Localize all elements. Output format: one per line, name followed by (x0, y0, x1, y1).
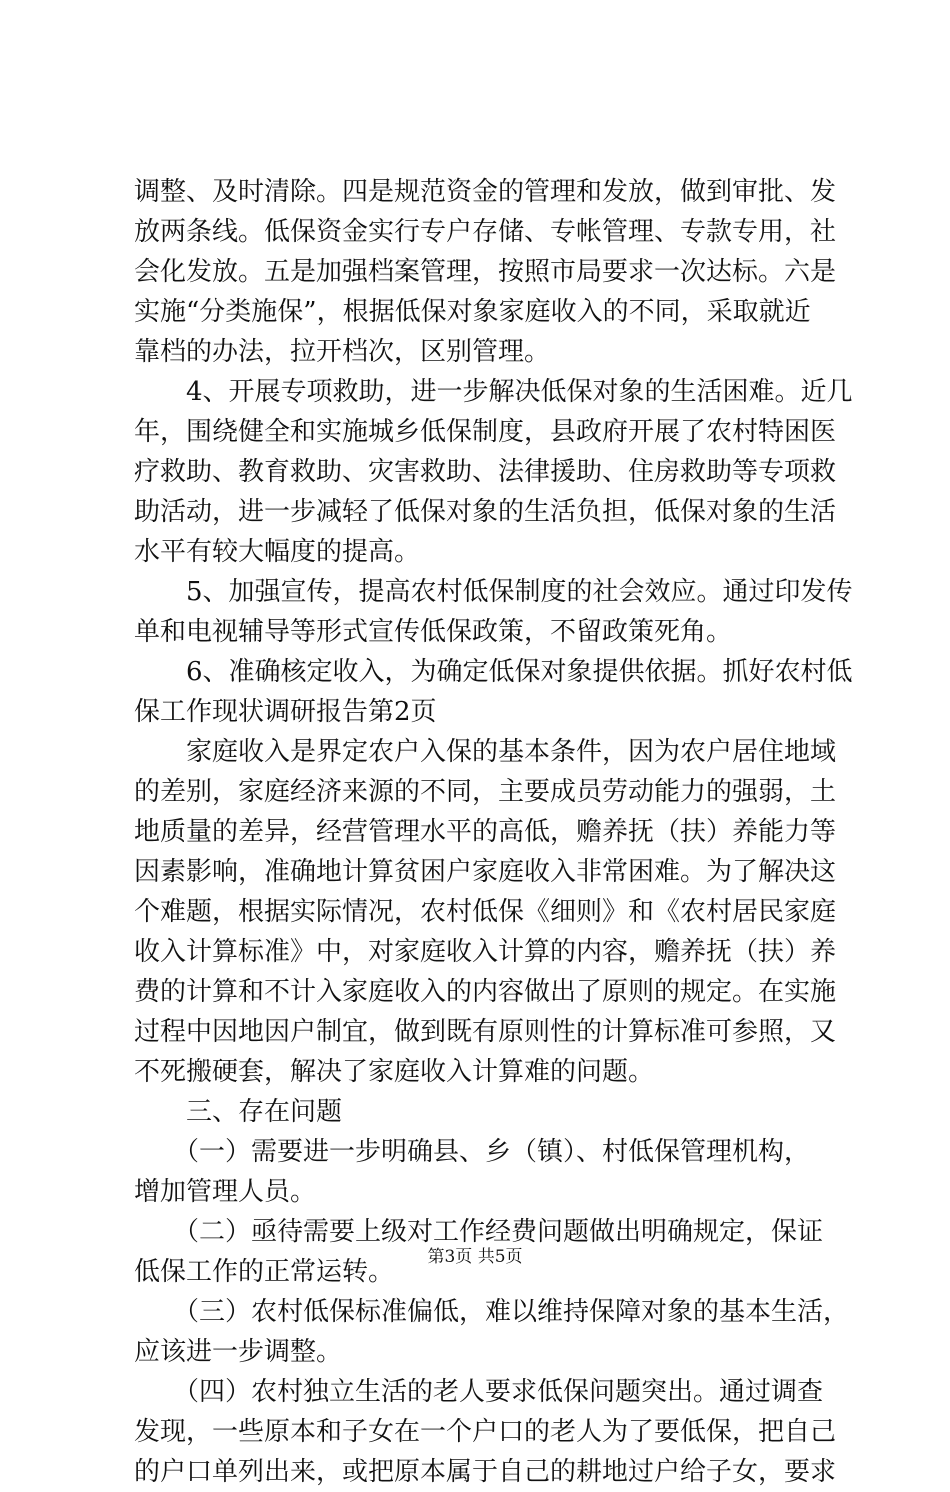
text-line: 收入计算标准》中，对家庭收入计算的内容，赡养抚（扶）养 (134, 937, 837, 967)
text-line: 5、加强宣传，提高农村低保制度的社会效应。通过印发传 (134, 577, 853, 607)
text-line: 的户口单列出来，或把原本属于自己的耕地过户给子女，要求 (134, 1457, 837, 1487)
text-line: 调整、及时清除。四是规范资金的管理和发放，做到审批、发 (134, 177, 837, 207)
text-line: （四）农村独立生活的老人要求低保问题突出。通过调查 (134, 1377, 824, 1407)
text-line: 三、存在问题 (134, 1097, 343, 1127)
text-line: 应该进一步调整。 (134, 1337, 343, 1367)
text-line: 年，围绕健全和实施城乡低保制度，县政府开展了农村特困医 (134, 417, 837, 447)
text-line: 地质量的差异，经营管理水平的高低，赡养抚（扶）养能力等 (134, 817, 837, 847)
text-line: 不死搬硬套，解决了家庭收入计算难的问题。 (134, 1057, 655, 1087)
text-line: 疗救助、教育救助、灾害救助、法律援助、住房救助等专项救 (134, 457, 837, 487)
body-text (134, 172, 853, 1492)
text-line: 单和电视辅导等形式宣传低保政策，不留政策死角。 (134, 617, 733, 647)
text-line: 的差别，家庭经济来源的不同，主要成员劳动能力的强弱，土 (134, 777, 837, 807)
text-line: 过程中因地因户制宜，做到既有原则性的计算标准可参照，又 (134, 1017, 837, 1047)
text-line: 保工作现状调研报告第2页 (134, 697, 437, 727)
text-line: 因素影响，准确地计算贫困户家庭收入非常困难。为了解决这 (134, 857, 837, 887)
text-line: 费的计算和不计入家庭收入的内容做出了原则的规定。在实施 (134, 977, 837, 1007)
text-line: 发现，一些原本和子女在一个户口的老人为了要低保，把自己 (134, 1417, 837, 1447)
text-line: 增加管理人员。 (134, 1177, 317, 1207)
text-line: 助活动，进一步减轻了低保对象的生活负担，低保对象的生活 (134, 497, 837, 527)
text-line: 靠档的办法，拉开档次，区别管理。 (134, 337, 551, 367)
text-line: 会化发放。五是加强档案管理，按照市局要求一次达标。六是 (134, 257, 837, 287)
text-line: （三）农村低保标准偏低，难以维持保障对象的基本生活， (134, 1297, 850, 1327)
text-line: （二）亟待需要上级对工作经费问题做出明确规定，保证 (134, 1217, 824, 1247)
text-line: （一）需要进一步明确县、乡（镇）、村低保管理机构， (134, 1137, 811, 1167)
text-line: 家庭收入是界定农户入保的基本条件，因为农户居住地域 (134, 737, 837, 767)
page-footer: 第3页 共5页 (427, 1247, 523, 1267)
text-line: 低保工作的正常运转。 (134, 1257, 395, 1287)
text-line: 实施“分类施保”，根据低保对象家庭收入的不同，采取就近 (134, 297, 811, 327)
text-line: 6、准确核定收入，为确定低保对象提供依据。抓好农村低 (134, 657, 853, 687)
text-line: 水平有较大幅度的提高。 (134, 537, 421, 567)
text-line: 放两条线。低保资金实行专户存储、专帐管理、专款专用，社 (134, 217, 837, 247)
text-line: 4、开展专项救助，进一步解决低保对象的生活困难。近几 (134, 377, 853, 407)
text-line: 个难题，根据实际情况，农村低保《细则》和《农村居民家庭 (134, 897, 837, 927)
